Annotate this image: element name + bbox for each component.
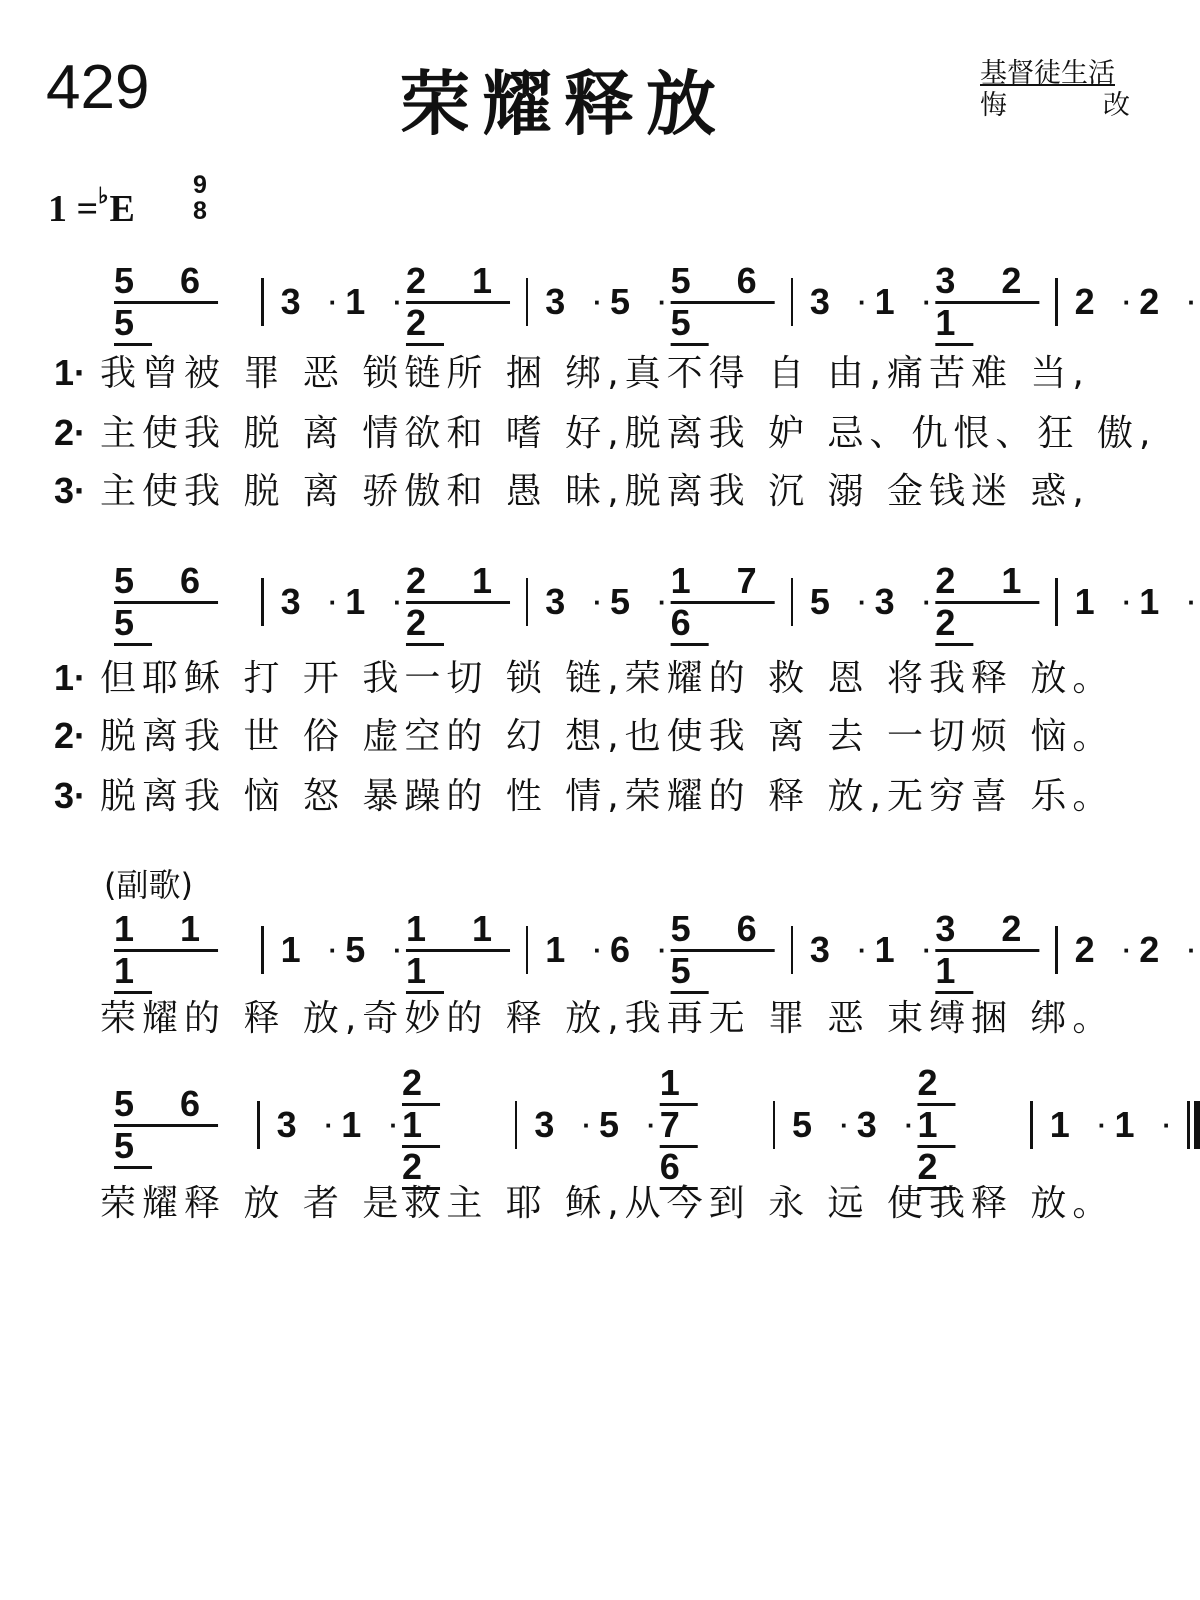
barline [791, 926, 793, 974]
barline [261, 578, 263, 626]
dot-symbol: · [1187, 586, 1196, 617]
source-category-line2 [980, 90, 1130, 122]
key-prefix: 1 = [48, 188, 99, 230]
beamed-note-group: 5 6 5 [114, 560, 219, 643]
source-category [980, 58, 1130, 122]
lyric-text: 主使我 脱 离 情欲和 嗜 好,脱离我 妒 忌、仇恨、狂 傲, [100, 413, 1157, 454]
lyric-text: 主使我 脱 离 骄傲和 愚 昧,脱离我 沉 溺 金钱迷 惑, [100, 471, 1090, 512]
note: 2 [1074, 929, 1115, 970]
measure [273, 1062, 502, 1187]
note: 3 [280, 581, 321, 622]
barline [1055, 278, 1057, 326]
note: 3 [856, 1104, 897, 1145]
note: 3 [809, 281, 850, 322]
notation-line-2 [114, 560, 1200, 643]
note: 1 [1114, 1104, 1155, 1145]
notation-line-3 [114, 908, 1200, 991]
beamed-note-group: 3 2 1 [935, 260, 1040, 343]
barline [526, 578, 528, 626]
barline [1055, 926, 1057, 974]
measure [541, 908, 777, 991]
dot-symbol: · [1187, 934, 1196, 965]
measure [806, 908, 1042, 991]
chorus-lyric-line-1 [54, 990, 1114, 1041]
beamed-note-group: 1 1 1 [114, 908, 219, 991]
note: 1 [341, 1104, 382, 1145]
barline [515, 1101, 517, 1149]
verse-number: 2· [54, 412, 87, 453]
lyric-text: 脱离我 世 俗 虚空的 幻 想,也使我 离 去 一切烦 恼。 [100, 716, 1115, 757]
dot-symbol: · [657, 286, 667, 317]
measure [114, 260, 248, 343]
dot-symbol: · [582, 1109, 592, 1140]
verse-number: 3· [54, 470, 87, 511]
dot-symbol: · [593, 586, 602, 617]
lyric-line-s2-v3 [54, 768, 1114, 819]
note: 1 [1139, 581, 1180, 622]
note: 6 [609, 929, 650, 970]
dot-symbol: · [657, 934, 667, 965]
note: 2 [1074, 281, 1115, 322]
note: 3 [545, 581, 586, 622]
beamed-note-group: 2 1 2 [917, 1062, 956, 1187]
measure [530, 1062, 759, 1187]
lyric-text: 荣耀的 释 放,奇妙的 释 放,我再无 罪 恶 束缚捆 绑。 [100, 998, 1115, 1039]
barline [791, 578, 793, 626]
time-signature-top: 9 [193, 171, 207, 199]
dot-symbol: · [1122, 586, 1132, 617]
dot-symbol: · [393, 586, 402, 617]
dot-symbol: · [1122, 286, 1132, 317]
note: 3 [545, 281, 586, 322]
dot-symbol: · [647, 1109, 656, 1140]
dot-symbol: · [657, 586, 667, 617]
chorus-label: (副歌) [104, 866, 193, 904]
notation-line-4 [114, 1062, 1200, 1187]
beamed-note-group: 5 6 5 [114, 260, 219, 343]
dot-symbol: · [1162, 1109, 1172, 1140]
measure [1046, 1100, 1175, 1150]
note: 3 [874, 581, 915, 622]
dot-symbol: · [393, 286, 402, 317]
beamed-note-group: 5 6 5 [670, 908, 775, 991]
barline [261, 278, 263, 326]
note: 5 [609, 281, 650, 322]
dot-symbol: · [393, 934, 402, 965]
barline [526, 926, 528, 974]
lyric-line-s1-v3 [54, 463, 1090, 514]
measure [1071, 577, 1200, 627]
note: 5 [609, 581, 650, 622]
beamed-note-group: 2 1 2 [405, 560, 511, 643]
notation-line-1 [114, 260, 1200, 343]
note: 1 [345, 581, 386, 622]
measure [114, 908, 248, 991]
barline [773, 1101, 775, 1149]
dot-symbol: · [593, 286, 602, 317]
measure [114, 560, 248, 643]
final-barline [1187, 1101, 1200, 1149]
note: 2 [1139, 281, 1180, 322]
measure [541, 260, 777, 343]
dot-symbol: · [328, 934, 338, 965]
dot-symbol: · [922, 286, 932, 317]
dot-symbol: · [922, 934, 932, 965]
measure [277, 908, 513, 991]
note: 5 [792, 1104, 833, 1145]
beamed-note-group: 2 1 2 [402, 1062, 441, 1187]
measure [114, 1083, 244, 1166]
lyric-line-s1-v1 [54, 345, 1090, 396]
barline [261, 926, 263, 974]
measure [788, 1062, 1017, 1187]
note: 2 [1139, 929, 1180, 970]
note: 5 [809, 581, 850, 622]
measure [806, 560, 1042, 643]
source-char-b: 改 [1103, 90, 1130, 121]
beamed-note-group: 2 1 2 [405, 260, 511, 343]
lyric-text: 但耶稣 打 开 我一切 锁 链,荣耀的 救 恩 将我释 放。 [100, 658, 1115, 699]
dot-symbol: · [840, 1109, 849, 1140]
note: 1 [545, 929, 586, 970]
beamed-note-group: 1 7 6 [659, 1062, 698, 1187]
barline [257, 1101, 259, 1149]
note: 5 [345, 929, 386, 970]
note: 1 [280, 929, 321, 970]
dot-symbol: · [389, 1109, 398, 1140]
lyric-line-s1-v2 [54, 405, 1156, 456]
lyric-text: 荣耀释 放 者 是救主 耶 稣,从今到 永 远 使我释 放。 [100, 1183, 1115, 1224]
dot-symbol: · [593, 934, 602, 965]
barline [526, 278, 528, 326]
lyric-line-s2-v1 [54, 650, 1114, 701]
measure [541, 560, 777, 643]
dot-symbol: · [857, 286, 867, 317]
dot-symbol: · [1122, 934, 1132, 965]
chorus-lyric-line-2 [54, 1175, 1114, 1226]
dot-symbol: · [324, 1109, 334, 1140]
dot-symbol: · [904, 1109, 914, 1140]
note: 3 [534, 1104, 575, 1145]
measure [277, 260, 513, 343]
dot-symbol: · [922, 586, 932, 617]
dot-symbol: · [857, 934, 867, 965]
beamed-note-group: 3 2 1 [935, 908, 1040, 991]
barline [791, 278, 793, 326]
key-signature [48, 183, 135, 231]
measure [1071, 277, 1200, 327]
note: 1 [1049, 1104, 1090, 1145]
lyric-text: 脱离我 恼 怒 暴躁的 性 情,荣耀的 释 放,无穷喜 乐。 [100, 776, 1115, 817]
beamed-note-group: 1 1 1 [405, 908, 511, 991]
lyric-line-s2-v2 [54, 708, 1114, 759]
measure [1071, 925, 1200, 975]
note: 1 [345, 281, 386, 322]
note: 5 [599, 1104, 640, 1145]
barline [1055, 578, 1057, 626]
flat-icon: ♭ [98, 183, 109, 208]
dot-symbol: · [1187, 286, 1196, 317]
barline [1030, 1101, 1032, 1149]
dot-symbol: · [328, 586, 338, 617]
lyric-text: 我曾被 罪 恶 锁链所 捆 绑,真不得 自 由,痛苦难 当, [100, 353, 1090, 394]
dot-symbol: · [328, 286, 338, 317]
source-category-line1: 基督徒生活 [980, 58, 1115, 89]
beamed-note-group: 5 6 5 [114, 1083, 219, 1166]
note: 3 [809, 929, 850, 970]
measure [806, 260, 1042, 343]
key-note: E [109, 188, 135, 230]
time-signature [193, 172, 207, 224]
measure [277, 560, 513, 643]
verse-number: 3· [54, 775, 87, 816]
beamed-note-group: 2 1 2 [935, 560, 1040, 643]
verse-number: 1· [54, 352, 87, 393]
beamed-note-group: 1 7 6 [670, 560, 775, 643]
note: 1 [874, 929, 915, 970]
note: 1 [874, 281, 915, 322]
source-char-a: 悔 [980, 90, 1007, 121]
song-title: 荣耀释放 [400, 63, 728, 145]
dot-symbol: · [857, 586, 867, 617]
note: 1 [1074, 581, 1115, 622]
beamed-note-group: 5 6 5 [670, 260, 775, 343]
note: 3 [280, 281, 321, 322]
dot-symbol: · [1097, 1109, 1107, 1140]
note: 3 [276, 1104, 317, 1145]
time-signature-bottom: 8 [193, 197, 207, 225]
hymn-number: 429 [46, 53, 150, 122]
verse-number: 1· [54, 657, 87, 698]
verse-number: 2· [54, 715, 87, 756]
